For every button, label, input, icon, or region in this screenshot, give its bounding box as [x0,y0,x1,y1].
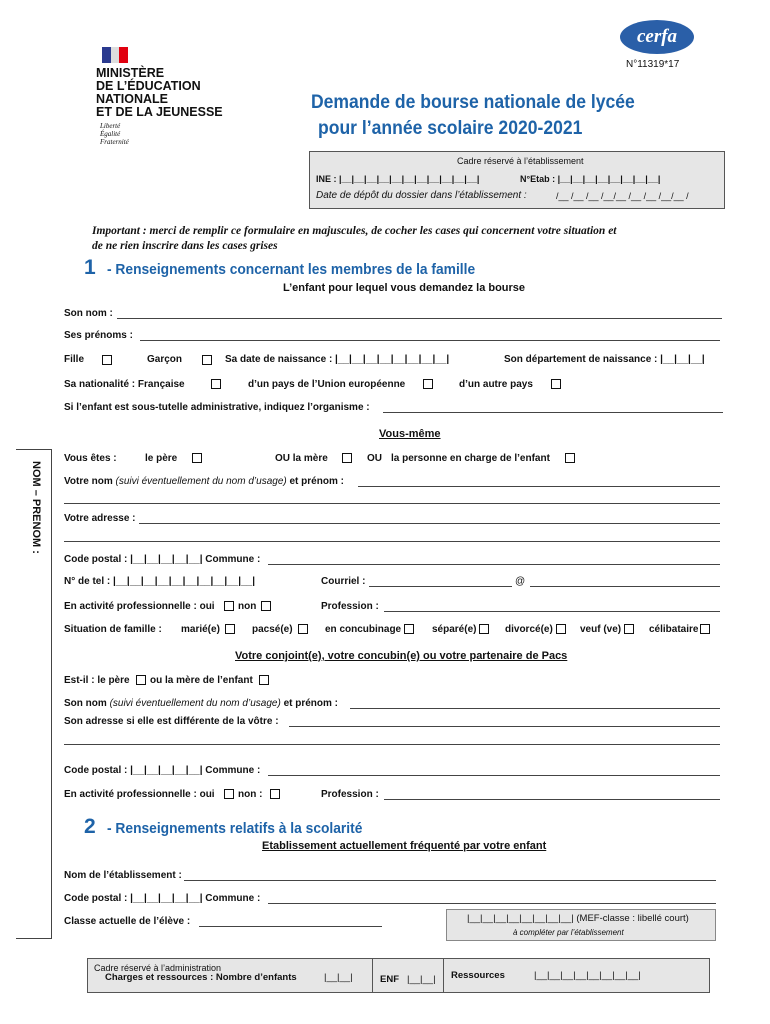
activite-non-label: non [238,601,257,612]
celibataire-checkbox[interactable] [700,624,710,634]
nom-etab-input[interactable] [184,880,716,881]
vous-etes-label: Vous êtes : [64,453,117,464]
admin-reserved-box [87,958,710,993]
garcon-checkbox[interactable] [202,355,212,365]
nb-enfants-field[interactable]: |__|__| [324,972,353,983]
commune-etab-input[interactable] [268,903,716,904]
section2-title: - Renseignements relatifs à la scolarité [107,820,363,837]
concubinage-label: en concubinage [325,624,402,635]
courriel-label: Courriel : [321,576,366,587]
section2-number: 2 [84,815,96,838]
celibataire-label: célibataire [649,624,699,635]
pacse-checkbox[interactable] [298,624,308,634]
profession-label: Profession : [321,601,379,612]
pays-ue-checkbox[interactable] [423,379,433,389]
nom-prenom-side-box [16,449,52,939]
personne-charge-label: la personne en charge de l’enfant [391,453,550,464]
birthdate-field[interactable]: Sa date de naissance : |__|__|__|__|__|__|__|__| [225,354,450,365]
profession-conjoint-input[interactable] [384,799,720,800]
separe-checkbox[interactable] [479,624,489,634]
enf-field[interactable]: |__|__| [407,974,436,985]
separe-label: séparé(e) [432,624,477,635]
section1-title: - Renseignements concernant les membres de la famille [107,261,476,278]
ses-prenoms-label: Ses prénoms : [64,330,133,341]
tutelle-input[interactable] [383,412,723,413]
concubinage-checkbox[interactable] [404,624,414,634]
divorce-label: divorcé(e) [505,624,553,635]
mef-box [446,909,716,941]
votre-nom-usage: (suivi éventuellement du nom d’usage) [115,476,287,487]
commune-conjoint-input[interactable] [268,775,720,776]
motto-egalite: Égalité [100,130,121,138]
le-pere-label: le père [145,453,178,464]
etablissement-heading: Etablissement actuellement fréquenté par votre enfant [262,840,547,852]
personne-charge-checkbox[interactable] [565,453,575,463]
son-nom-conjoint-input[interactable] [350,708,720,709]
veuf-label: veuf (ve) [580,624,622,635]
birth-department-field[interactable]: Son département de naissance : |__|__|__| [504,354,705,365]
la-mere-label: OU la mère [275,453,328,464]
commune-input[interactable] [268,564,720,565]
nom-etab-label: Nom de l’établissement : [64,870,182,881]
enf-label: ENF [380,974,399,985]
tel-field[interactable]: N° de tel : |__|__|__|__|__|__|__|__|__|__| [64,576,256,587]
classe-input[interactable] [199,926,382,927]
mere-enfant-checkbox[interactable] [259,675,269,685]
code-postal-conjoint-field[interactable]: Code postal : |__|__|__|__|__| Commune : [64,765,261,776]
classe-label: Classe actuelle de l’élève : [64,916,191,927]
activite-conjoint-non-label: non : [238,789,263,800]
code-postal-etab-field[interactable]: Code postal : |__|__|__|__|__| Commune : [64,893,261,904]
est-il-pere-checkbox[interactable] [136,675,146,685]
son-nom-label: Son nom : [64,308,113,319]
marianne-icon [102,47,128,63]
admin-box-caption: Cadre réservé à l’administration [94,963,222,973]
cerfa-number: N°11319*17 [626,59,680,70]
veuf-checkbox[interactable] [624,624,634,634]
nationalite-francaise-label: Sa nationalité : Française [64,379,185,390]
school-box-caption: Cadre réservé à l’établissement [457,156,584,166]
activite-label: En activité professionnelle : oui [64,601,215,612]
son-nom-conjoint-usage: (suivi éventuellement du nom d’usage) [109,698,281,709]
pacse-label: pacsé(e) [252,624,293,635]
ses-prenoms-input[interactable] [140,340,720,341]
pays-ue-label: d’un pays de l’Union européenne [248,379,406,390]
admin-divider-2 [443,959,444,992]
ministry-line3: NATIONALE [96,92,168,106]
form-title-line1: Demande de bourse nationale de lycée [311,91,635,113]
fille-checkbox[interactable] [102,355,112,365]
mef-field[interactable]: |__|__|__|__|__|__|__|__| (MEF-classe : libellé court) [467,913,689,924]
votre-adresse-input[interactable] [139,523,720,524]
child-heading: L’enfant pour lequel vous demandez la bourse [283,282,526,294]
votre-nom-input[interactable] [358,486,720,487]
divorce-checkbox[interactable] [556,624,566,634]
situation-label: Situation de famille : [64,624,162,635]
son-nom-conjoint-text: Son nom [64,698,107,709]
ressources-field[interactable]: |__|__|__|__|__|__|__|__| [534,970,641,981]
francaise-checkbox[interactable] [211,379,221,389]
autre-pays-checkbox[interactable] [551,379,561,389]
activite-non-checkbox[interactable] [261,601,271,611]
cerfa-logo [620,20,694,54]
section1-number: 1 [84,256,96,279]
marie-label: marié(e) [181,624,220,635]
votre-nom-input-2[interactable] [64,503,720,504]
garcon-label: Garçon [147,354,183,365]
votre-adresse-label: Votre adresse : [64,513,136,524]
code-postal-field[interactable]: Code postal : |__|__|__|__|__| Commune : [64,554,261,565]
profession-conjoint-label: Profession : [321,789,379,800]
form-title-line2: pour l’année scolaire 2020-2021 [318,117,583,139]
conjoint-heading: Votre conjoint(e), votre concubin(e) ou votre partenaire de Pacs [235,650,568,662]
deposit-date-field[interactable]: /__ /__ /__ /__/__ /__ /__ /__/__ / [556,191,689,201]
autre-pays-label: d’un autre pays [459,379,533,390]
ministry-line2: DE L’ÉDUCATION [96,79,201,93]
ministry-logo [96,47,236,147]
ine-field[interactable]: INE : |__|__|__|__|__|__|__|__|__|__|__| [316,174,480,184]
son-nom-input[interactable] [117,318,722,319]
ressources-label: Ressources [451,970,505,981]
etab-field[interactable]: N°Etab : |__|__|__|__|__|__|__|__| [520,174,661,184]
ministry-line4: ET DE LA JEUNESSE [96,105,223,119]
nom-prenom-side-label: NOM – PRENOM : [30,461,42,554]
est-il-pere-label: Est-il : le père [64,675,130,686]
la-mere-checkbox[interactable] [342,453,352,463]
le-pere-checkbox[interactable] [192,453,202,463]
important-note-line1: Important : merci de remplir ce formulaire en majuscules, de cocher les cases qui concernent votre situation et [92,225,617,237]
admin-divider-1 [372,959,373,992]
votre-nom-text: Votre nom [64,476,113,487]
son-adresse-input-2[interactable] [64,744,720,745]
motto-liberte: Liberté [100,122,121,130]
son-nom-conjoint-label [64,698,338,710]
courriel-input-user[interactable] [369,586,512,587]
activite-oui-checkbox[interactable] [224,601,234,611]
ministry-line1: MINISTÈRE [96,66,165,80]
school-reserved-box [309,151,725,209]
activite-conjoint-non-checkbox[interactable] [270,789,280,799]
activite-conjoint-label: En activité professionnelle : oui [64,789,215,800]
important-note-line2: de ne rien inscrire dans les cases grises [92,240,278,252]
son-adresse-input[interactable] [289,726,720,727]
courriel-input-domain[interactable] [530,586,720,587]
mere-enfant-label: ou la mère de l’enfant [150,675,253,686]
charges-label: Charges et ressources : Nombre d’enfants [105,972,297,983]
son-prenom-conjoint-text: et prénom : [283,698,339,709]
profession-input[interactable] [384,611,720,612]
votre-prenom-text: et prénom : [289,476,344,487]
fille-label: Fille [64,354,85,365]
activite-conjoint-oui-checkbox[interactable] [224,789,234,799]
tutelle-label: Si l’enfant est sous-tutelle administrative, indiquez l’organisme : [64,402,370,413]
son-adresse-label: Son adresse si elle est différente de la vôtre : [64,716,279,727]
ou-label: OU [367,453,382,464]
at-sign: @ [515,576,526,587]
cerfa-logo-text: cerfa [636,26,678,47]
mef-note: à compléter par l’établissement [513,928,624,937]
motto-fraternite: Fraternité [100,138,129,146]
vous-meme-heading: Vous-même [379,428,441,440]
votre-nom-label [64,476,344,488]
marie-checkbox[interactable] [225,624,235,634]
votre-adresse-input-2[interactable] [64,541,720,542]
deposit-date-label: Date de dépôt du dossier dans l’établissement : [316,190,527,201]
